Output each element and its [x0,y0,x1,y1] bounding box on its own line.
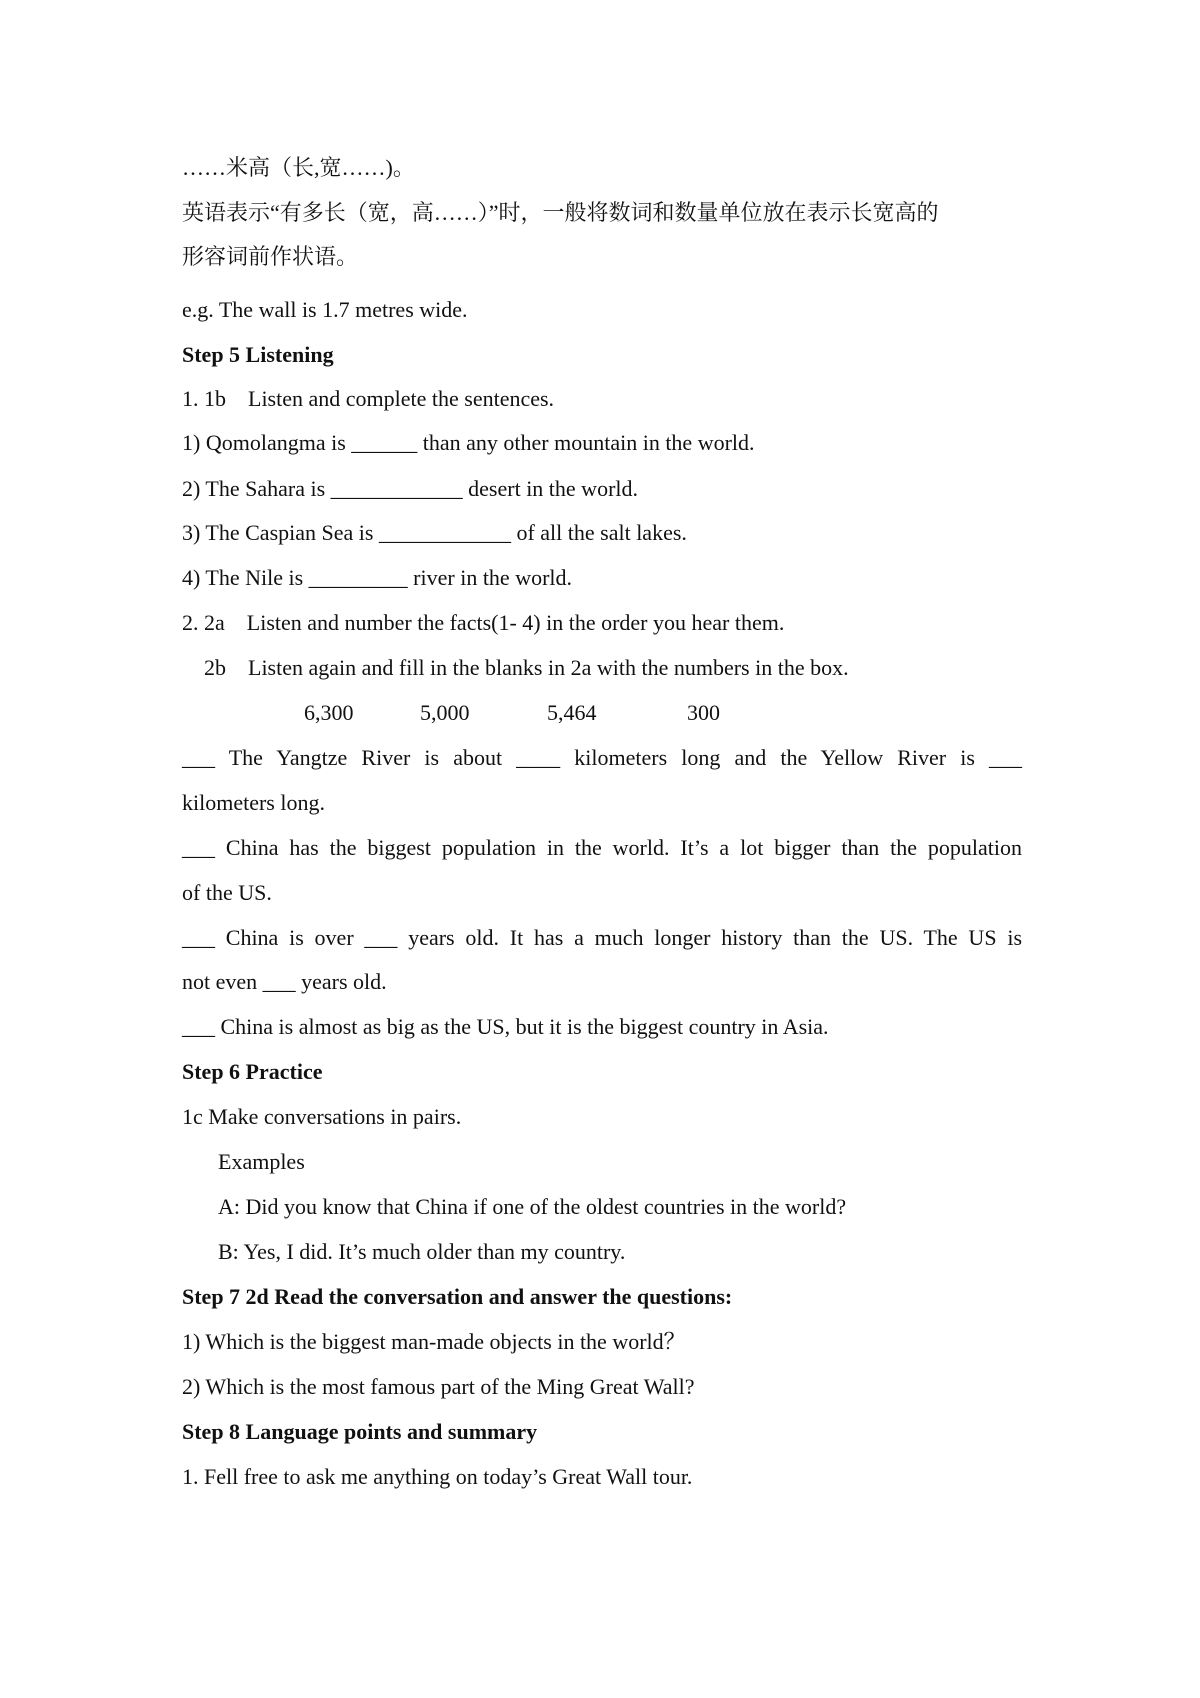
question-item: 1) Which is the biggest man-made objects in the world？ [182,1329,686,1354]
task-line: 1. 1b Listen and complete the sentences. [182,386,555,411]
text-line: 形容词前作状语。 [182,244,359,269]
number-box-item: 5,000 [420,700,470,725]
text-line: ……米高（长,宽……)。 [182,155,415,180]
exercise-item: 4) The Nile is _________ river in the world. [182,565,573,590]
exercise-item: 1) Qomolangma is ______ than any other mountain in the world. [182,430,755,455]
fact-line: kilometers long. [182,790,325,815]
fact-line: ___ The Yangtze River is about ____ kilometers long and the Yellow River is ___ [182,745,1022,770]
section-heading: Step 8 Language points and summary [182,1419,538,1444]
question-item: 2) Which is the most famous part of the Ming Great Wall? [182,1374,695,1399]
number-box-item: 6,300 [304,700,354,725]
fact-line: ___ China has the biggest population in the world. It’s a lot bigger than the population [182,835,1022,860]
examples-label: Examples [218,1149,305,1174]
text-line: 英语表示“有多长（宽，高……）”时，一般将数词和数量单位放在表示长宽高的 [182,200,939,225]
number-box-item: 5,464 [547,700,597,725]
fact-line: ___ China is over ___ years old. It has a much longer history than the US. The US is [182,925,1022,950]
section-heading: Step 6 Practice [182,1059,323,1084]
section-heading: Step 5 Listening [182,342,334,367]
task-line: 1c Make conversations in pairs. [182,1104,462,1129]
fact-line: of the US. [182,880,272,905]
task-line: 2. 2a Listen and number the facts(1- 4) in the order you hear them. [182,610,785,635]
section-heading: Step 7 2d Read the conversation and answer the questions: [182,1284,733,1309]
number-box-item: 300 [687,700,720,725]
exercise-item: 3) The Caspian Sea is ____________ of all the salt lakes. [182,520,687,545]
task-line: 2b Listen again and fill in the blanks in 2a with the numbers in the box. [204,655,849,680]
language-point: 1. Fell free to ask me anything on today’s Great Wall tour. [182,1464,693,1489]
exercise-item: 2) The Sahara is ____________ desert in the world. [182,476,639,501]
dialogue-line: B: Yes, I did. It’s much older than my country. [218,1239,626,1264]
fact-line: ___ China is almost as big as the US, but it is the biggest country in Asia. [182,1014,829,1039]
fact-line: not even ___ years old. [182,969,387,994]
dialogue-line: A: Did you know that China if one of the oldest countries in the world? [218,1194,847,1219]
example-line: e.g. The wall is 1.7 metres wide. [182,297,468,322]
